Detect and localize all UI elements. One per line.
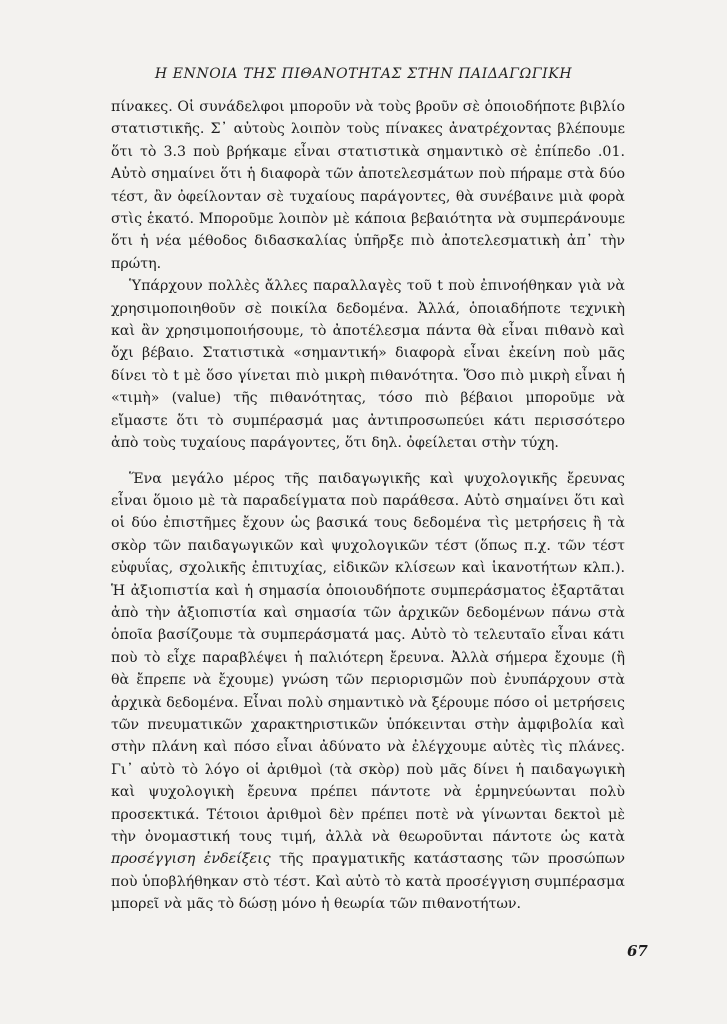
page-number: 67 [627, 942, 648, 960]
running-head: Η ΕΝΝΟΙΑ ΤΗΣ ΠΙΘΑΝΟΤΗΤΑΣ ΣΤΗΝ ΠΑΙΔΑΓΩΓΙΚΗ [154, 66, 573, 82]
paragraph-2-text: Ὑπάρχουν πολλὲς ἄλλες παραλλαγὲς τοῦ t ποὺ ἐπινοήθηκαν γιὰ νὰ χρησιμοποιηθοῦν σὲ ποικίλα δεδομένα. Ἀλλά, ὁποιαδήποτε τεχνικὴ καὶ ἂν χρησιμοποιήσουμε, τὸ ἀποτέλεσμα πάντα θὰ εἶναι πιθανὸ καὶ ὄχι βέβαιο. Στατιστικὰ «σημαντική» διαφορὰ εἶναι ἐκείνη ποὺ μᾶς δίνει τὸ t μὲ ὅσο γίνεται πιὸ μικρὴ πιθανότητα. Ὅσο πιὸ μικρὴ εἶναι ἡ «τιμὴ» (value) τῆς πιθανότητας, τόσο πιὸ βέβαιοι μποροῦμε νὰ εἴμαστε ὅτι τὸ συμπέρασμά μας ἀντιπροσωπεύει κάτι περισσότερο ἀπὸ τοὺς τυχαίους παράγοντες, ὅτι δηλ. ὀφείλεται στὴν τύχη. [111, 278, 625, 452]
body-text [111, 96, 625, 916]
italic-phrase: προσέγγιση ἐνδείξεις [111, 851, 271, 868]
paragraph-3 [111, 468, 625, 916]
paragraph-1-text: πίνακες. Οἱ συνάδελφοι μποροῦν νὰ τοὺς βροῦν σὲ ὁποιοδήποτε βιβλίο στατιστικῆς. Σ᾽ αὐτοὺς λοιπὸν τοὺς πίνακες ἀνατρέχοντας βλέπουμε ὅτι τὸ 3.3 ποὺ βρήκαμε εἶναι στατιστικὰ σημαντικὸ σὲ ἐπίπεδο .01. Αὐτὸ σημαίνει ὅτι ἡ διαφορὰ τῶν ἀποτελεσμάτων ποὺ πήραμε στὰ δύο τέστ, ἂν ὀφείλονταν σὲ τυχαίους παράγοντες, θὰ συνέβαινε μιὰ φορὰ στὶς ἑκατό. Μποροῦμε λοιπὸν μὲ κάποια βεβαιότητα νὰ συμπεράνουμε ὅτι ἡ νέα μέθοδος διδασκαλίας ὑπῆρξε πιὸ ἀποτελεσματικὴ ἀπ᾽ τὴν πρώτη. [111, 99, 625, 272]
paragraph-3-text-end: τῆς πραγματικῆς κατάστασης τῶν προσώπων ποὺ ὑποβλήθηκαν στὸ τέστ. Καὶ αὐτὸ τὸ κατὰ προσέγγιση συμπέρασμα μπορεῖ νὰ μᾶς τὸ δώσῃ μόνο ἡ θεωρία τῶν πιθανοτήτων. [111, 851, 625, 913]
paragraph-3-text-start: Ἕνα μεγάλο μέρος τῆς παιδαγωγικῆς καὶ ψυχολογικῆς ἔρευνας εἶναι ὅμοιο μὲ τὰ παραδείγματα ποὺ παράθεσα. Αὐτὸ σημαίνει ὅτι καὶ οἱ δύο ἐπιστῆμες ἔχουν ὡς βασικά τους δεδομένα τὶς μετρήσεις ἢ τὰ σκὸρ τῶν παιδαγωγικῶν καὶ ψυχολογικῶν τέστ (ὅπως π.χ. τῶν τέστ εὐφυΐας, σχολικῆς ἐπιτυχίας, εἰδικῶν κλίσεων καὶ ἱκανοτήτων κλπ.). Ἡ ἀξιοπιστία καὶ ἡ σημασία ὁποιουδήποτε συμπεράσματος ἐξαρτᾶται ἀπὸ τὴν ἀξιοπιστία καὶ σημασία τῶν ἀρχικῶν δεδομένων πάνω στὰ ὁποῖα βασίζουμε τὰ συμπεράσματά μας. Αὐτὸ τὸ τελευταῖο εἶναι κάτι ποὺ τὸ εἶχε παραβλέψει ἡ παλιότερη ἔρευνα. Ἀλλὰ σήμερα ἔχουμε (ἢ θὰ ἔπρεπε νὰ ἔχουμε) γνώση τῶν περιορισμῶν ποὺ ἐνυπάρχουν στὰ ἀρχικὰ δεδομένα. Εἶναι πολὺ σημαντικὸ νὰ ξέρουμε πόσο οἱ μετρήσεις τῶν πνευματικῶν χαρακτηριστικῶν ὑπόκεινται στὴν ἀμφιβολία καὶ στὴν πλάνη καὶ πόσο εἶναι ἀδύνατο νὰ ἐλέγχουμε αὐτὲς τὶς πλάνες. Γι᾽ αὐτὸ τὸ λόγο οἱ ἀριθμοὶ (τὰ σκὸρ) ποὺ μᾶς δίνει ἡ παιδαγωγικὴ καὶ ψυχολογικὴ ἔρευνα πρέπει πάντοτε νὰ ἑρμηνεύωνται πολὺ προσεκτικά. Τέτοιοι ἀριθμοὶ δὲν πρέπει ποτὲ νὰ γίνωνται δεκτοὶ μὲ τὴν ὀνομαστική τους τιμή, ἀλλὰ νὰ θεωροῦνται πάντοτε ὡς κατὰ [111, 470, 625, 845]
paragraph-1 [111, 96, 625, 275]
paragraph-2 [111, 275, 625, 454]
